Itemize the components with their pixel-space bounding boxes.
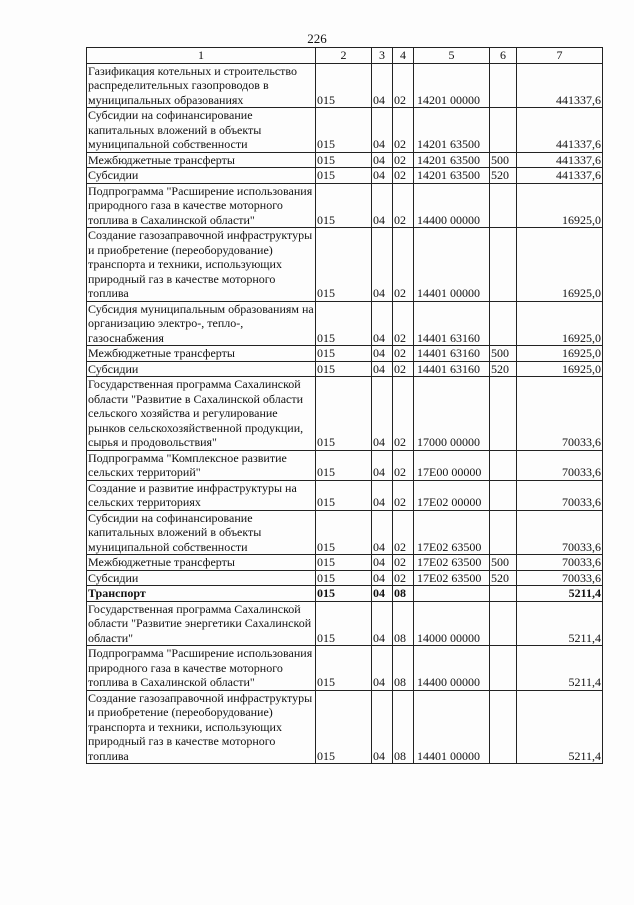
amount: 441337,6 (517, 108, 603, 153)
line-item-name: Транспорт (87, 586, 316, 602)
table-row (87, 601, 603, 646)
ministry-code: 015 (316, 510, 372, 555)
target-article-code: 17Е02 63500 (414, 570, 490, 586)
expense-type-code (490, 646, 517, 691)
ministry-code: 015 (316, 480, 372, 510)
table-row (87, 510, 603, 555)
table-row (87, 646, 603, 691)
section-code: 04 (372, 510, 393, 555)
section-code: 04 (372, 301, 393, 346)
table-row (87, 570, 603, 586)
line-item-name: Подпрограмма "Комплексное развитие сельских территорий" (87, 450, 316, 480)
expense-type-code (490, 183, 517, 228)
table-row (87, 301, 603, 346)
target-article-code: 14401 63160 (414, 346, 490, 362)
amount: 70033,6 (517, 480, 603, 510)
expense-type-code (490, 228, 517, 302)
amount: 70033,6 (517, 570, 603, 586)
target-article-code: 14400 00000 (414, 646, 490, 691)
ministry-code: 015 (316, 690, 372, 764)
table-row (87, 361, 603, 377)
table-row (87, 450, 603, 480)
ministry-code: 015 (316, 108, 372, 153)
ministry-code: 015 (316, 377, 372, 451)
section-code: 04 (372, 361, 393, 377)
table-row (87, 555, 603, 571)
column-header: 4 (393, 48, 414, 64)
expense-type-code: 500 (490, 152, 517, 168)
table-row (87, 152, 603, 168)
subsection-code: 02 (393, 228, 414, 302)
ministry-code: 015 (316, 63, 372, 108)
amount: 5211,4 (517, 646, 603, 691)
section-code: 04 (372, 450, 393, 480)
line-item-name: Субсидии (87, 570, 316, 586)
ministry-code: 015 (316, 168, 372, 184)
expense-type-code (490, 690, 517, 764)
target-article-code: 14201 63500 (414, 168, 490, 184)
expense-type-code (490, 108, 517, 153)
expense-type-code (490, 377, 517, 451)
line-item-name: Государственная программа Сахалинской области "Развитие в Сахалинской области сельского хозяйства и регулирование рынков сельскохозяйственной продукции, сырья и продовольствия" (87, 377, 316, 451)
target-article-code: 14401 63160 (414, 301, 490, 346)
subsection-code: 02 (393, 346, 414, 362)
amount: 5211,4 (517, 690, 603, 764)
target-article-code: 17000 00000 (414, 377, 490, 451)
subsection-code: 08 (393, 601, 414, 646)
column-header: 5 (414, 48, 490, 64)
line-item-name: Межбюджетные трансферты (87, 555, 316, 571)
table-row (87, 168, 603, 184)
section-code: 04 (372, 555, 393, 571)
subsection-code: 02 (393, 450, 414, 480)
subsection-code: 02 (393, 377, 414, 451)
subsection-code: 02 (393, 570, 414, 586)
line-item-name: Создание и развитие инфраструктуры на сельских территориях (87, 480, 316, 510)
column-header: 1 (87, 48, 316, 64)
line-item-name: Государственная программа Сахалинской области "Развитие энергетики Сахалинской области" (87, 601, 316, 646)
subsection-code: 02 (393, 510, 414, 555)
ministry-code: 015 (316, 450, 372, 480)
target-article-code: 14401 00000 (414, 690, 490, 764)
section-code: 04 (372, 601, 393, 646)
ministry-code: 015 (316, 555, 372, 571)
target-article-code: 14401 63160 (414, 361, 490, 377)
column-header: 6 (490, 48, 517, 64)
line-item-name: Создание газозаправочной инфраструктуры и приобретение (переоборудование) транспорта и техники, использующих природный газ в качестве моторного топлива (87, 228, 316, 302)
subsection-code: 08 (393, 586, 414, 602)
section-code: 04 (372, 646, 393, 691)
subsection-code: 02 (393, 152, 414, 168)
amount: 16925,0 (517, 228, 603, 302)
target-article-code: 17Е02 00000 (414, 480, 490, 510)
column-header: 2 (316, 48, 372, 64)
target-article-code: 14201 63500 (414, 152, 490, 168)
line-item-name: Подпрограмма "Расширение использования природного газа в качестве моторного топлива в Сахалинской области" (87, 646, 316, 691)
line-item-name: Субсидия муниципальным образованиям на организацию электро-, тепло-, газоснабжения (88, 301, 314, 345)
expense-type-code (490, 301, 517, 346)
line-item-name: Межбюджетные трансферты (87, 346, 316, 362)
table-row (87, 586, 603, 602)
expense-type-code (490, 63, 517, 108)
amount: 16925,0 (517, 301, 603, 346)
ministry-code: 015 (316, 601, 372, 646)
ministry-code: 015 (316, 301, 372, 346)
section-code: 04 (372, 570, 393, 586)
ministry-code: 015 (316, 183, 372, 228)
target-article-code: 14201 00000 (414, 63, 490, 108)
amount: 70033,6 (517, 377, 603, 451)
subsection-code: 02 (393, 301, 414, 346)
subsection-code: 02 (393, 555, 414, 571)
target-article-code: 14401 00000 (414, 228, 490, 302)
subsection-code: 08 (393, 690, 414, 764)
target-article-code: 14400 00000 (414, 183, 490, 228)
ministry-code: 015 (316, 152, 372, 168)
subsection-code: 02 (393, 108, 414, 153)
amount: 5211,4 (517, 601, 603, 646)
section-code: 04 (372, 377, 393, 451)
section-code: 04 (372, 690, 393, 764)
subsection-code: 02 (393, 183, 414, 228)
table-row (87, 228, 603, 302)
expense-type-code (490, 450, 517, 480)
ministry-code: 015 (316, 361, 372, 377)
table-row (87, 377, 603, 451)
section-code: 04 (372, 63, 393, 108)
table-row (87, 63, 603, 108)
amount: 441337,6 (517, 152, 603, 168)
ministry-code: 015 (316, 646, 372, 691)
expense-type-code: 500 (490, 346, 517, 362)
line-item-name: Субсидии на софинансирование капитальных вложений в объекты муниципальной собственности (87, 108, 316, 153)
column-header: 7 (517, 48, 603, 64)
expense-type-code (490, 480, 517, 510)
ministry-code: 015 (316, 586, 372, 602)
amount: 70033,6 (517, 555, 603, 571)
target-article-code (414, 586, 490, 602)
subsection-code: 02 (393, 63, 414, 108)
expense-type-code: 500 (490, 555, 517, 571)
header-row (87, 48, 603, 64)
amount: 441337,6 (517, 63, 603, 108)
target-article-code: 17Е00 00000 (414, 450, 490, 480)
amount: 16925,0 (517, 361, 603, 377)
target-article-code: 14201 63500 (414, 108, 490, 153)
subsection-code: 02 (393, 480, 414, 510)
line-item-name: Субсидии (87, 361, 316, 377)
target-article-code: 14000 00000 (414, 601, 490, 646)
section-code: 04 (372, 183, 393, 228)
amount: 441337,6 (517, 168, 603, 184)
line-item-name: Субсидии (87, 168, 316, 184)
section-code: 04 (372, 346, 393, 362)
line-item-name: Подпрограмма "Расширение использования природного газа в качестве моторного топлива в Сахалинской области" (87, 183, 316, 228)
line-item-name: Субсидии на софинансирование капитальных вложений в объекты муниципальной собственности (87, 510, 316, 555)
amount: 70033,6 (517, 450, 603, 480)
target-article-code: 17Е02 63500 (414, 510, 490, 555)
amount: 70033,6 (517, 510, 603, 555)
table-row (87, 108, 603, 153)
section-code: 04 (372, 152, 393, 168)
target-article-code: 17Е02 63500 (414, 555, 490, 571)
section-code: 04 (372, 480, 393, 510)
subsection-code: 08 (393, 646, 414, 691)
ministry-code: 015 (316, 228, 372, 302)
subsection-code: 02 (393, 168, 414, 184)
section-code: 04 (372, 228, 393, 302)
amount: 5211,4 (517, 586, 603, 602)
line-item-name: Создание газозаправочной инфраструктуры и приобретение (переоборудование) транспорта и техники, использующих природный газ в качестве моторного топлива (87, 690, 316, 764)
ministry-code: 015 (316, 570, 372, 586)
expense-type-code (490, 586, 517, 602)
subsection-code: 02 (393, 361, 414, 377)
table-row (87, 183, 603, 228)
amount: 16925,0 (517, 183, 603, 228)
ministry-code: 015 (316, 346, 372, 362)
budget-table (86, 47, 603, 764)
table-row (87, 480, 603, 510)
section-code: 04 (372, 108, 393, 153)
section-code: 04 (372, 168, 393, 184)
expense-type-code: 520 (490, 570, 517, 586)
expense-type-code: 520 (490, 168, 517, 184)
page-number: 226 (307, 31, 327, 46)
expense-type-code (490, 510, 517, 555)
table-row (87, 690, 603, 764)
section-code: 04 (372, 586, 393, 602)
expense-type-code (490, 601, 517, 646)
line-item-name: Газификация котельных и строительство распределительных газопроводов в муниципальных образованиях (87, 63, 316, 108)
amount: 16925,0 (517, 346, 603, 362)
table-row (87, 346, 603, 362)
expense-type-code: 520 (490, 361, 517, 377)
column-header: 3 (372, 48, 393, 64)
line-item-name: Межбюджетные трансферты (87, 152, 316, 168)
